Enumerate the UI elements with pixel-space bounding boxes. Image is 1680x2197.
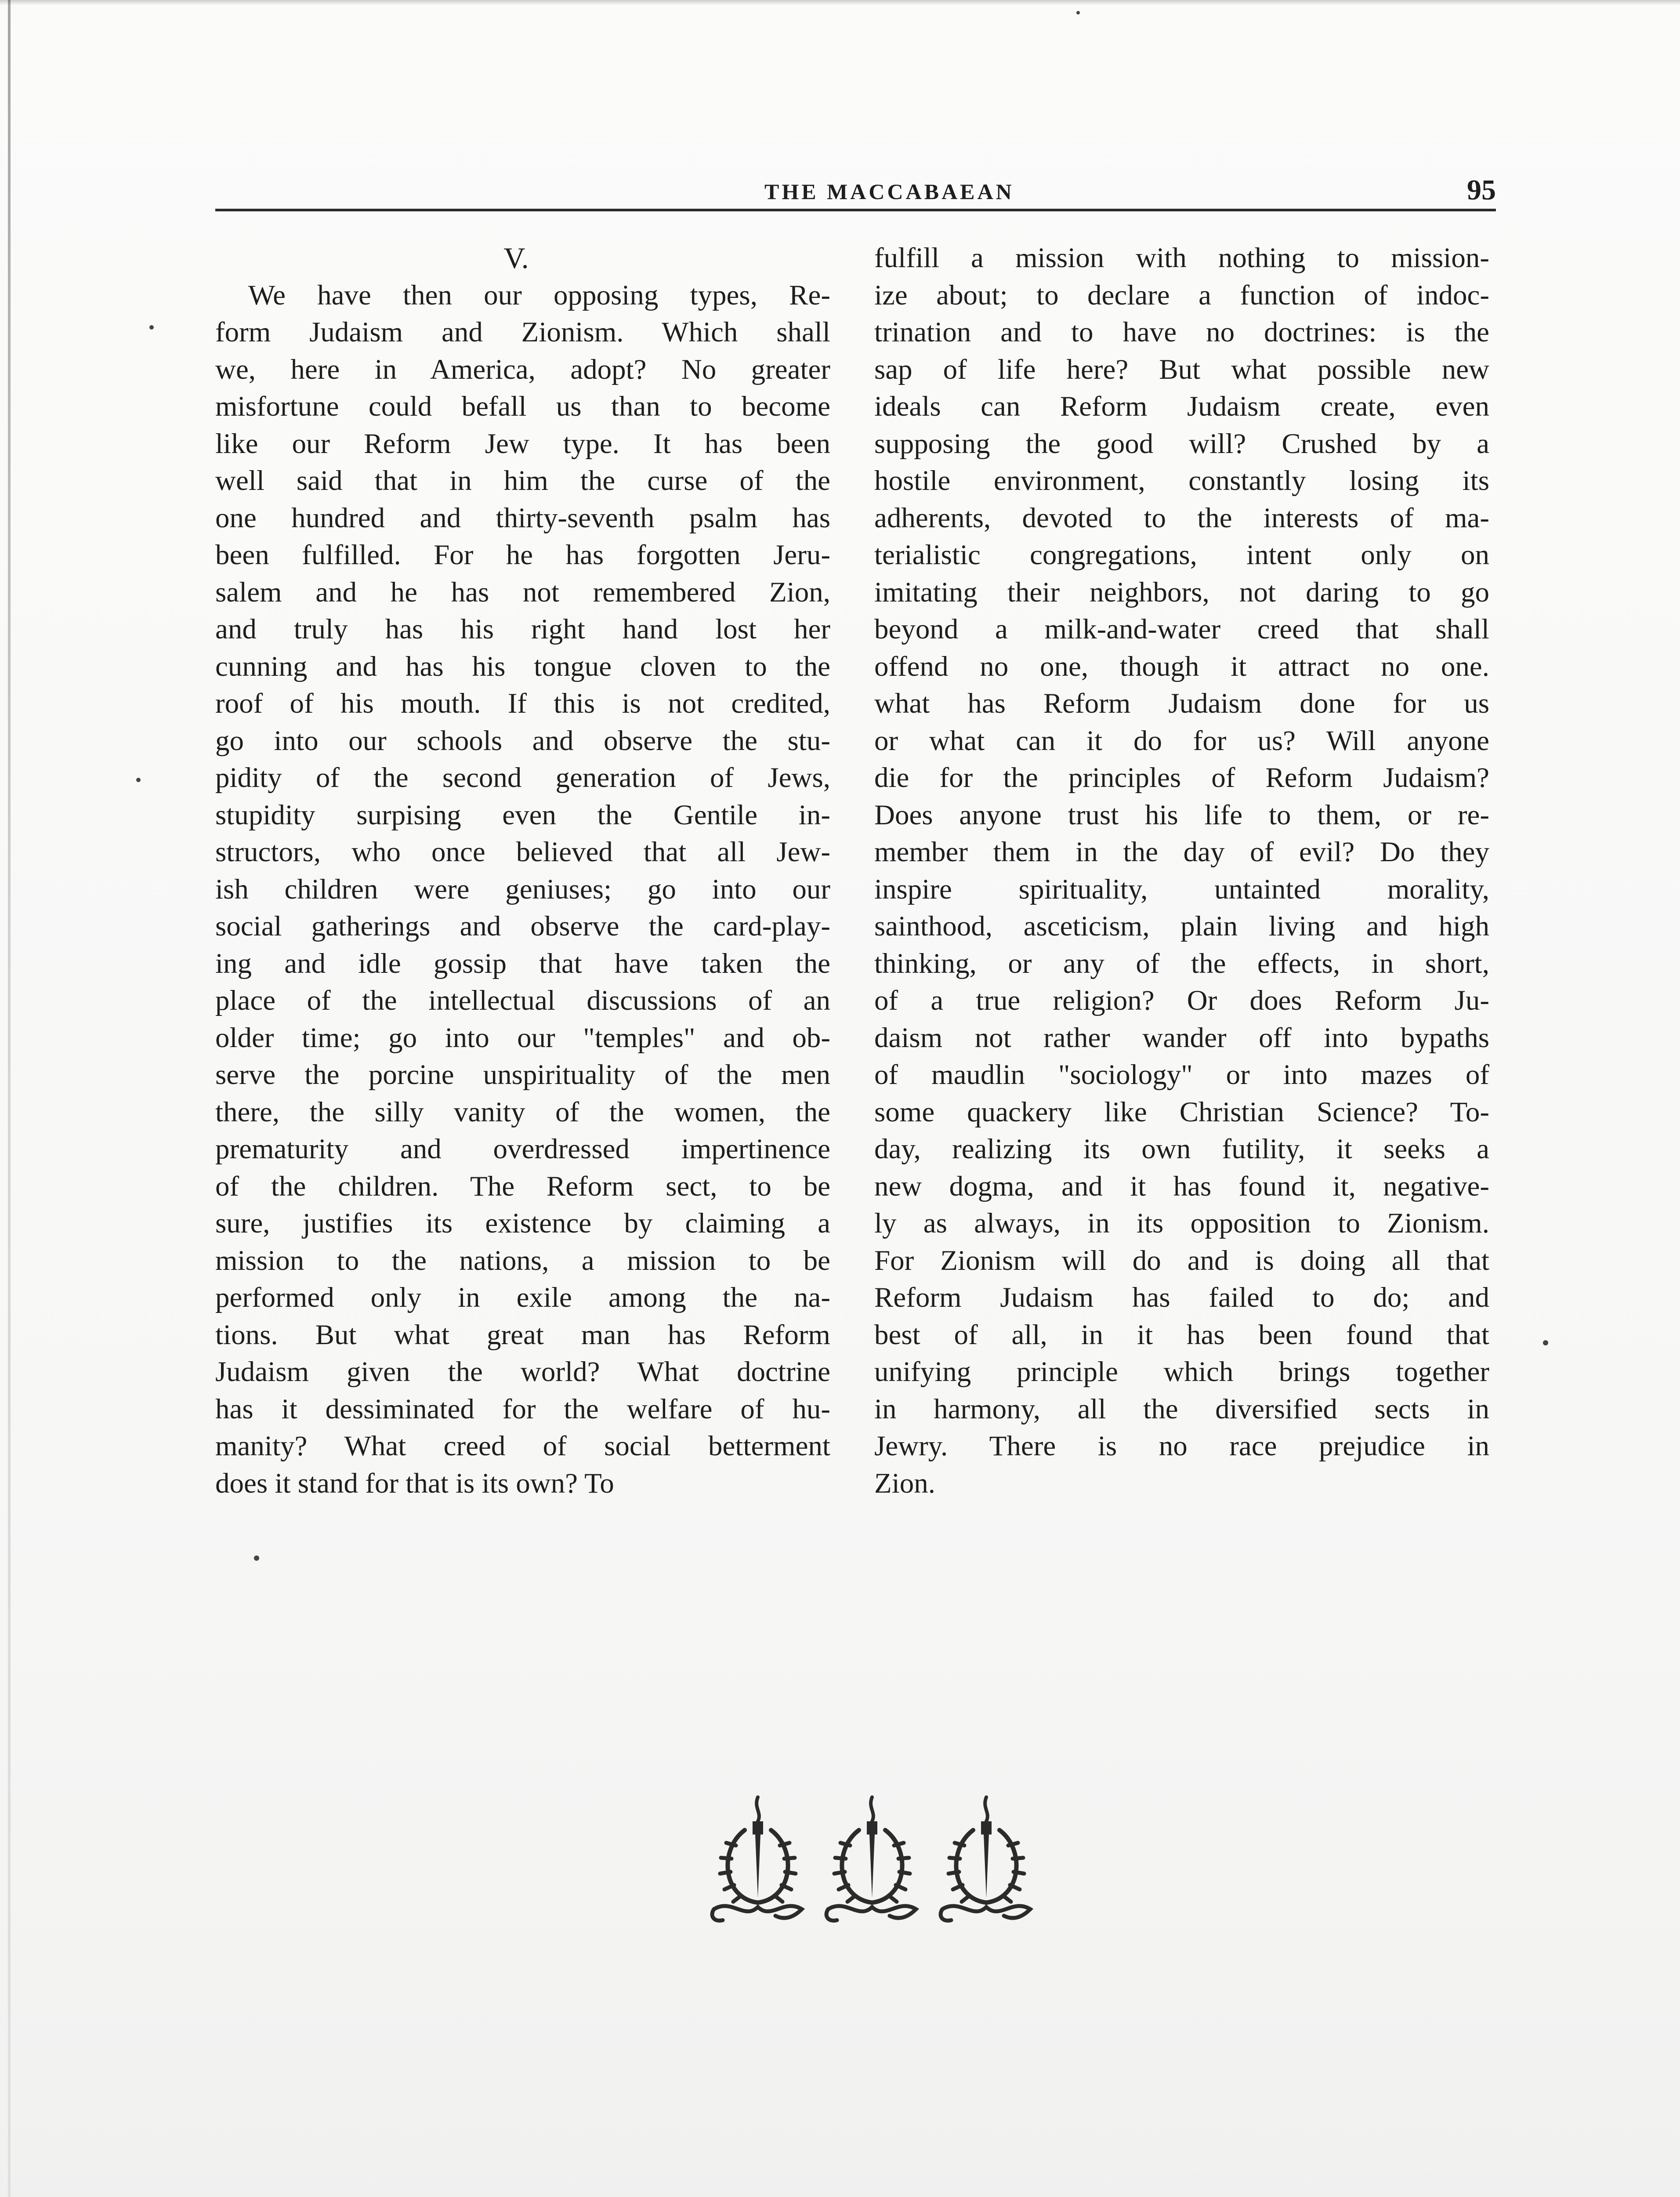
left-column-line: We have then our opposing types, Re- xyxy=(248,279,830,311)
right-column-line: Zion. xyxy=(874,1467,936,1499)
left-column-line: cunning and has his tongue cloven to the xyxy=(215,650,830,682)
right-column-line: sap of life here? But what possible new xyxy=(874,353,1489,385)
right-column-line: unifying principle which brings together xyxy=(874,1356,1489,1388)
right-column-line: terialistic congregations, intent only on xyxy=(874,539,1489,571)
running-header xyxy=(215,174,1496,209)
right-column-line: or what can it do for us? Will anyone xyxy=(874,725,1489,757)
torch-wreath-ornament-icon xyxy=(705,1788,1039,1933)
right-column-line: beyond a milk-and-water creed that shall xyxy=(874,613,1489,645)
right-column-line: die for the principles of Reform Judaism? xyxy=(874,762,1489,794)
left-column-line: tions. But what great man has Reform xyxy=(215,1319,830,1351)
right-column-line: ly as always, in its opposition to Zionism. xyxy=(874,1207,1489,1239)
left-column-line: prematurity and overdressed impertinence xyxy=(215,1133,830,1165)
left-column-line: like our Reform Jew type. It has been xyxy=(215,428,830,460)
left-column-line: salem and he has not remembered Zion, xyxy=(215,576,830,608)
right-column-line: what has Reform Judaism done for us xyxy=(874,688,1489,719)
left-column-line: place of the intellectual discussions of an xyxy=(215,985,830,1016)
right-column-line: sainthood, asceticism, plain living and high xyxy=(874,910,1489,942)
left-column-line: social gatherings and observe the card-play- xyxy=(215,910,830,942)
left-column-line: performed only in exile among the na- xyxy=(215,1282,830,1313)
right-column-line: Does anyone trust his life to them, or re- xyxy=(874,799,1489,831)
right-column-line: imitating their neighbors, not daring to go xyxy=(874,576,1489,608)
right-column-line: in harmony, all the diversified sects in xyxy=(874,1393,1489,1425)
left-column-line: we, here in America, adopt? No greater xyxy=(215,353,830,385)
left-text-column xyxy=(215,239,830,1502)
right-column-line: some quackery like Christian Science? To- xyxy=(874,1096,1489,1128)
scan-speck xyxy=(1543,1340,1548,1345)
left-column-line: form Judaism and Zionism. Which shall xyxy=(215,316,830,348)
right-column-line: Reform Judaism has failed to do; and xyxy=(874,1282,1489,1313)
left-column-line: stupidity surpising even the Gentile in- xyxy=(215,799,830,831)
left-column-line: mission to the nations, a mission to be xyxy=(215,1244,830,1276)
page-binding-edge xyxy=(8,0,11,2197)
left-column-line: sure, justifies its existence by claiming a xyxy=(215,1207,830,1239)
left-column-line: misfortune could befall us than to become xyxy=(215,391,830,422)
right-text-column xyxy=(874,239,1489,1502)
left-column-line: serve the porcine unspirituality of the men xyxy=(215,1059,830,1091)
left-column-line: one hundred and thirty-seventh psalm has xyxy=(215,502,830,534)
right-column-line: ideals can Reform Judaism create, even xyxy=(874,391,1489,422)
left-column-line: Judaism given the world? What doctrine xyxy=(215,1356,830,1388)
right-column-line: trination and to have no doctrines: is the xyxy=(874,316,1489,348)
left-column-line: go into our schools and observe the stu- xyxy=(215,725,830,757)
right-column-line: For Zionism will do and is doing all that xyxy=(874,1244,1489,1276)
scan-speck xyxy=(136,778,141,782)
right-column-line: offend no one, though it attract no one. xyxy=(874,650,1489,682)
running-title: THE MACCABAEAN xyxy=(764,179,1014,204)
left-column-line: does it stand for that is its own? To xyxy=(215,1467,614,1499)
left-column-line: structors, who once believed that all Jew- xyxy=(215,836,830,868)
left-column-line: of the children. The Reform sect, to be xyxy=(215,1170,830,1202)
left-column-line: well said that in him the curse of the xyxy=(215,465,830,497)
section-heading: V. xyxy=(503,241,529,275)
left-column-line: pidity of the second generation of Jews, xyxy=(215,762,830,794)
page-number: 95 xyxy=(1467,174,1496,206)
right-column-line: fulfill a mission with nothing to mission- xyxy=(874,242,1489,274)
right-column-line: of maudlin "sociology" or into mazes of xyxy=(874,1059,1489,1091)
scan-speck xyxy=(149,325,154,330)
right-column-line: day, realizing its own futility, it seeks a xyxy=(874,1133,1489,1165)
right-column-line: Jewry. There is no race prejudice in xyxy=(874,1430,1489,1462)
right-column-line: ize about; to declare a function of indoc- xyxy=(874,279,1489,311)
right-column-line: thinking, or any of the effects, in short, xyxy=(874,947,1489,979)
left-column-line: ish children were geniuses; go into our xyxy=(215,873,830,905)
left-column-line: roof of his mouth. If this is not credited, xyxy=(215,688,830,719)
left-column-line: older time; go into our "temples" and ob- xyxy=(215,1022,830,1054)
right-column-line: daism not rather wander off into bypaths xyxy=(874,1022,1489,1054)
scan-speck xyxy=(1076,11,1080,15)
left-column-line: manity? What creed of social betterment xyxy=(215,1430,830,1462)
right-column-line: hostile environment, constantly losing its xyxy=(874,465,1489,497)
right-column-line: adherents, devoted to the interests of ma- xyxy=(874,502,1489,534)
right-column-line: of a true religion? Or does Reform Ju- xyxy=(874,985,1489,1016)
right-column-line: supposing the good will? Crushed by a xyxy=(874,428,1489,460)
scan-speck xyxy=(254,1555,259,1561)
right-column-line: best of all, in it has been found that xyxy=(874,1319,1489,1351)
left-column-line: been fulfilled. For he has forgotten Jeru- xyxy=(215,539,830,571)
header-rule xyxy=(215,209,1496,211)
left-column-line: and truly has his right hand lost her xyxy=(215,613,830,645)
left-column-line: there, the silly vanity of the women, the xyxy=(215,1096,830,1128)
right-column-line: inspire spirituality, untainted morality, xyxy=(874,873,1489,905)
page-top-edge-shadow xyxy=(0,0,1680,5)
right-column-line: new dogma, and it has found it, negative- xyxy=(874,1170,1489,1202)
left-column-line: has it dessiminated for the welfare of hu- xyxy=(215,1393,830,1425)
left-column-line: ing and idle gossip that have taken the xyxy=(215,947,830,979)
right-column-line: member them in the day of evil? Do they xyxy=(874,836,1489,868)
